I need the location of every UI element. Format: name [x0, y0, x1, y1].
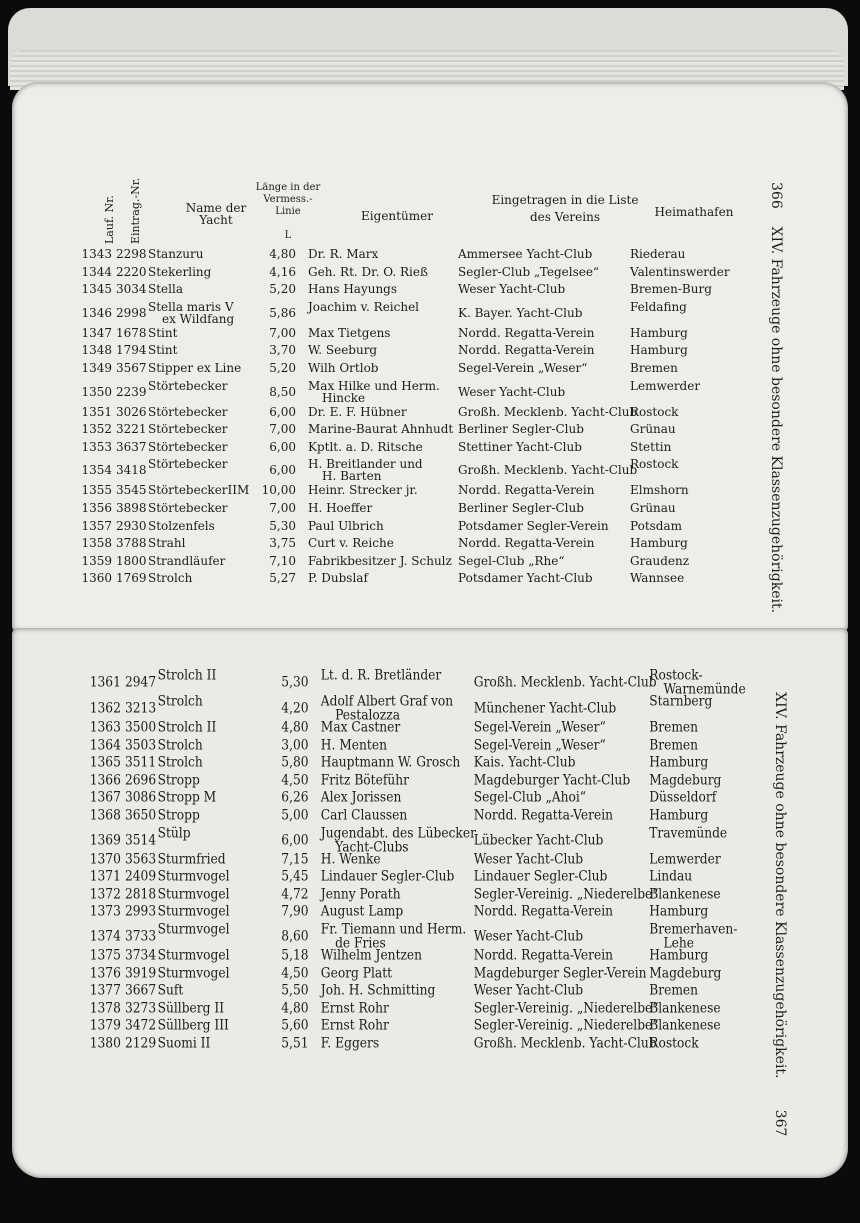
cell-heimathafen: Bremen — [649, 736, 699, 753]
cell-eintrag-nr: 3034 — [116, 282, 147, 297]
cell-laenge: 5,60 — [281, 1017, 309, 1034]
cell-verein: K. Bayer. Yacht-Club — [458, 305, 583, 320]
cell-verein: Segel-Club „Ahoi“ — [473, 789, 587, 806]
cell-lauf-nr: 1365 — [89, 754, 121, 771]
cell-verein: Münchener Yacht-Club — [473, 699, 617, 717]
cell-eintrag-nr: 3221 — [116, 422, 147, 437]
cell-name: Stropp — [157, 806, 200, 824]
cell-heimathafen: Lemwerder — [649, 850, 721, 867]
cell-name: Sturmvogel — [157, 868, 230, 885]
cell-eintrag-nr: 3511 — [124, 754, 157, 771]
header-heimathafen: Heimathafen — [654, 205, 734, 219]
cell-verein: Berliner Segler-Club — [458, 422, 584, 437]
cell-lauf-nr: 1356 — [81, 501, 112, 515]
cell-eigentuemer: H. Breitlander und — [308, 457, 423, 472]
cell-heimathafen: Riederau — [630, 247, 686, 261]
cell-verein: Großh. Mecklenb. Yacht-Club — [458, 404, 638, 419]
cell-name: Strolch — [157, 736, 203, 753]
cell-name-cont: ex Wildfang — [162, 311, 235, 326]
cell-laenge: 7,00 — [269, 325, 296, 340]
cell-laenge: 7,90 — [281, 903, 309, 920]
cell-heimathafen: Lemwerder — [630, 378, 701, 393]
cell-verein: Lübecker Yacht-Club — [473, 831, 604, 848]
cell-laenge: 8,60 — [281, 927, 309, 945]
cell-verein: Nordd. Regatta-Verein — [473, 903, 614, 920]
cell-laenge: 5,50 — [281, 982, 309, 999]
cell-lauf-nr: 1361 — [89, 673, 121, 691]
cell-name: Stint — [148, 325, 178, 340]
cell-eintrag-nr: 3788 — [116, 536, 147, 551]
cell-name: Sturmvogel — [157, 885, 230, 903]
cell-heimathafen: Bremen — [649, 982, 699, 999]
cell-eigentuemer-cont: Pestalozza — [335, 706, 400, 724]
cell-name: Störtebecker — [148, 457, 228, 472]
cell-lauf-nr: 1349 — [81, 361, 112, 375]
cell-eintrag-nr: 2998 — [116, 305, 147, 320]
cell-verein: Segel-Verein „Weser“ — [458, 361, 588, 375]
cell-laenge: 5,20 — [269, 361, 296, 375]
cell-laenge: 3,75 — [269, 536, 296, 551]
cell-eigentuemer: Alex Jorissen — [320, 789, 402, 806]
cell-verein: Nordd. Regatta-Verein — [458, 536, 595, 551]
cell-heimathafen: Hamburg — [630, 343, 688, 358]
cell-lauf-nr: 1345 — [81, 282, 112, 297]
header-eigentuemer: Eigentümer — [361, 209, 433, 223]
running-title-text-366: XIV. Fahrzeuge ohne besondere Klassenzugehörigkeit. — [768, 226, 784, 614]
cell-name: Strahl — [148, 536, 186, 551]
cell-heimathafen: Starnberg — [649, 692, 713, 710]
cell-laenge: 5,51 — [281, 1034, 309, 1052]
running-title-367 — [772, 692, 788, 1136]
cell-heimathafen: Stettin — [630, 439, 672, 454]
cell-eigentuemer: Hans Hayungs — [308, 282, 398, 297]
cell-eigentuemer: Joachim v. Reichel — [308, 299, 420, 314]
cell-verein: Lindauer Segler-Club — [473, 868, 608, 885]
cell-heimathafen: Bremerhaven- — [649, 920, 738, 938]
cell-heimathafen: Blankenese — [649, 885, 721, 903]
cell-verein: Segler-Vereinig. „Niederelbe“ — [473, 999, 659, 1017]
cell-laenge: 5,20 — [269, 282, 296, 297]
cell-name: Suft — [157, 982, 184, 999]
cell-eigentuemer: Lindauer Segler-Club — [320, 868, 455, 885]
cell-lauf-nr: 1376 — [89, 964, 121, 981]
cell-name: Störtebecker — [148, 404, 228, 419]
cell-laenge: 6,00 — [269, 439, 296, 454]
cell-heimathafen: Hamburg — [649, 806, 709, 824]
cell-verein: Weser Yacht-Club — [473, 850, 584, 867]
cell-eigentuemer: Max Tietgens — [308, 325, 391, 340]
cell-name: Störtebecker — [148, 439, 228, 454]
cell-eigentuemer: Max Hilke und Herm. — [308, 378, 440, 393]
cell-eigentuemer: Georg Platt — [320, 964, 393, 981]
cell-laenge: 4,80 — [281, 999, 309, 1017]
cell-eintrag-nr: 1800 — [116, 553, 147, 568]
cell-heimathafen: Bremen — [649, 718, 699, 736]
cell-lauf-nr: 1379 — [89, 1017, 121, 1034]
cell-lauf-nr: 1346 — [81, 305, 112, 320]
cell-eintrag-nr: 2993 — [124, 903, 157, 920]
cell-name: Strolch II — [157, 718, 217, 736]
cell-eigentuemer: Max Castner — [320, 718, 401, 736]
cell-eigentuemer-cont: Hincke — [322, 390, 366, 405]
cell-eintrag-nr: 3733 — [124, 927, 157, 945]
cell-lauf-nr: 1366 — [89, 771, 121, 789]
cell-lauf-nr: 1364 — [89, 736, 121, 753]
cell-laenge: 5,00 — [281, 806, 309, 824]
header-name: Name der Yacht — [185, 201, 247, 227]
cell-eintrag-nr: 3567 — [116, 361, 147, 375]
cell-eigentuemer: Joh. H. Schmitting — [320, 982, 436, 999]
cell-eintrag-nr: 2696 — [124, 771, 157, 789]
cell-eigentuemer: Ernst Rohr — [320, 1017, 389, 1034]
cell-lauf-nr: 1348 — [81, 343, 112, 358]
cell-verein: Nordd. Regatta-Verein — [473, 946, 614, 964]
cell-laenge: 4,50 — [281, 964, 309, 981]
cell-eigentuemer-cont: Yacht-Clubs — [335, 838, 409, 855]
cell-eigentuemer: Curt v. Reiche — [308, 536, 394, 551]
cell-name: Sturmvogel — [157, 946, 230, 964]
cell-eintrag-nr: 1769 — [116, 571, 147, 586]
cell-eintrag-nr: 2129 — [124, 1034, 157, 1052]
cell-verein: Segler-Vereinig. „Niederelbe“ — [473, 1017, 659, 1034]
cell-lauf-nr: 1362 — [89, 699, 121, 717]
cell-laenge: 4,16 — [269, 264, 296, 279]
cell-name: Sturmfried — [157, 850, 226, 867]
cell-lauf-nr: 1369 — [89, 831, 121, 848]
cell-eintrag-nr: 1794 — [116, 343, 147, 358]
cell-laenge: 4,20 — [281, 699, 309, 717]
cell-verein: Segler-Club „Tegelsee“ — [458, 264, 600, 279]
cell-laenge: 5,86 — [269, 305, 296, 320]
cell-eigentuemer: W. Seeburg — [308, 343, 378, 358]
cell-eintrag-nr: 3514 — [124, 831, 157, 848]
cell-heimathafen: Rostock — [649, 1034, 699, 1052]
cell-eigentuemer: F. Eggers — [320, 1034, 380, 1052]
cell-name: Störtebecker — [148, 501, 228, 515]
cell-laenge: 4,72 — [281, 885, 309, 903]
cell-verein: Magdeburger Segler-Verein — [473, 964, 647, 981]
cell-name: Stella — [148, 282, 183, 297]
cell-verein: Weser Yacht-Club — [473, 982, 584, 999]
cell-name: Stanzuru — [148, 247, 204, 261]
cell-eintrag-nr: 3026 — [116, 404, 147, 419]
cell-heimathafen: Graudenz — [630, 553, 690, 568]
cell-lauf-nr: 1358 — [81, 536, 112, 551]
page-number-367: 367 — [772, 1109, 788, 1137]
cell-laenge: 4,50 — [281, 771, 309, 789]
cell-heimathafen: Hamburg — [630, 536, 688, 551]
cell-eigentuemer: Fritz Böteführ — [320, 771, 409, 789]
cell-heimathafen: Wannsee — [630, 571, 685, 586]
cell-name: Strolch — [157, 692, 203, 710]
cell-name: Stint — [148, 343, 178, 358]
cell-verein: Nordd. Regatta-Verein — [458, 483, 595, 498]
cell-heimathafen: Rostock- — [649, 666, 703, 684]
cell-eintrag-nr: 3563 — [124, 850, 157, 867]
cell-laenge: 6,00 — [269, 404, 296, 419]
cell-lauf-nr: 1359 — [81, 553, 112, 568]
cell-verein: Segel-Club „Rhe“ — [458, 553, 565, 568]
cell-eigentuemer: Marine-Baurat Ahnhudt — [308, 422, 454, 437]
cell-heimathafen: Düsseldorf — [649, 789, 717, 806]
cell-lauf-nr: 1372 — [89, 885, 121, 903]
cell-laenge: 5,80 — [281, 754, 309, 771]
cell-heimathafen: Blankenese — [649, 1017, 721, 1034]
cell-verein: Weser Yacht-Club — [458, 282, 566, 297]
cell-lauf-nr: 1373 — [89, 903, 121, 920]
cell-heimathafen: Blankenese — [649, 999, 721, 1017]
cell-laenge: 7,00 — [269, 422, 296, 437]
cell-eigentuemer: Fabrikbesitzer J. Schulz — [308, 553, 452, 568]
cell-heimathafen: Feldafing — [630, 299, 687, 314]
cell-lauf-nr: 1374 — [89, 927, 121, 945]
cell-heimathafen: Magdeburg — [649, 964, 722, 981]
cell-eigentuemer: August Lamp — [320, 903, 404, 920]
cell-laenge: 3,70 — [269, 343, 296, 358]
cell-heimathafen-cont: Lehe — [663, 934, 695, 952]
cell-verein: Segel-Verein „Weser“ — [473, 718, 606, 736]
header-lauf-nr: Lauf. Nr. — [103, 195, 116, 244]
cell-verein: Segler-Vereinig. „Niederelbe“ — [473, 885, 659, 903]
cell-lauf-nr: 1375 — [89, 946, 121, 964]
header-laenge: Länge in der Vermess.-Linie — [255, 182, 321, 217]
cell-eigentuemer: P. Dubslaf — [308, 571, 368, 586]
cell-eigentuemer: Ernst Rohr — [320, 999, 389, 1017]
cell-eintrag-nr: 3667 — [124, 982, 157, 999]
cell-heimathafen: Bremen-Burg — [630, 282, 712, 297]
cell-eigentuemer: Paul Ulbrich — [308, 518, 384, 533]
cell-lauf-nr: 1357 — [81, 518, 112, 533]
cell-verein: Stettiner Yacht-Club — [458, 439, 582, 454]
cell-heimathafen: Hamburg — [649, 946, 709, 964]
running-title-366 — [768, 182, 784, 613]
cell-verein: Segel-Verein „Weser“ — [473, 736, 606, 753]
cell-eigentuemer: Geh. Rt. Dr. O. Rieß — [308, 264, 428, 279]
cell-verein: Großh. Mecklenb. Yacht-Club — [473, 1034, 657, 1052]
cell-heimathafen: Grünau — [630, 501, 676, 515]
cell-lauf-nr: 1363 — [89, 718, 121, 736]
cell-verein: Magdeburger Yacht-Club — [473, 771, 631, 789]
cell-eintrag-nr: 3919 — [124, 964, 157, 981]
running-title-text-367: XIV. Fahrzeuge ohne besondere Klassenzugehörigkeit. — [772, 692, 788, 1079]
cell-name: Sturmvogel — [157, 920, 230, 938]
cell-eigentuemer: H. Menten — [320, 736, 387, 753]
cell-heimathafen: Lindau — [649, 868, 693, 885]
cell-eigentuemer-cont: H. Barten — [322, 469, 382, 484]
cell-name: Suomi II — [157, 1034, 211, 1052]
cell-eigentuemer: Hauptmann W. Grosch — [320, 754, 461, 771]
page-number-366: 366 — [768, 182, 784, 209]
cell-eigentuemer: Jugendabt. des Lübecker — [320, 824, 476, 841]
cell-heimathafen-cont: Warnemünde — [663, 680, 746, 698]
cell-name: Strolch — [157, 754, 203, 771]
cell-eigentuemer: Fr. Tiemann und Herm. — [320, 920, 467, 938]
cell-eigentuemer: Dr. E. F. Hübner — [308, 404, 407, 419]
cell-eigentuemer: Heinr. Strecker jr. — [308, 483, 418, 498]
header-eingetragen: Eingetragen in die Liste des Vereins — [491, 193, 639, 224]
cell-eintrag-nr: 2220 — [116, 264, 147, 279]
cell-heimathafen: Grünau — [630, 422, 676, 437]
cell-eintrag-nr: 3637 — [116, 439, 147, 454]
cell-verein: Großh. Mecklenb. Yacht-Club — [473, 673, 657, 691]
cell-eigentuemer: H. Wenke — [320, 850, 381, 867]
cell-heimathafen: Hamburg — [649, 754, 709, 771]
cell-eintrag-nr: 3273 — [124, 999, 157, 1017]
cell-eigentuemer: Wilh Ortlob — [308, 361, 379, 375]
cell-verein: Weser Yacht-Club — [458, 384, 566, 399]
cell-name: Stipper ex Line — [148, 361, 242, 375]
cell-heimathafen: Magdeburg — [649, 771, 722, 789]
cell-lauf-nr: 1380 — [89, 1034, 121, 1052]
cell-laenge: 5,27 — [269, 571, 296, 586]
cell-lauf-nr: 1360 — [81, 571, 112, 586]
cell-lauf-nr: 1367 — [89, 789, 121, 806]
cell-laenge: 5,30 — [269, 518, 296, 533]
cell-eintrag-nr: 2239 — [116, 384, 147, 399]
cell-laenge: 5,45 — [281, 868, 309, 885]
cell-laenge: 6,26 — [281, 789, 309, 806]
cell-heimathafen: Hamburg — [649, 903, 709, 920]
cell-lauf-nr: 1354 — [81, 463, 112, 478]
cell-name: Süllberg II — [157, 999, 225, 1017]
cell-eintrag-nr: 3734 — [124, 946, 157, 964]
cell-eintrag-nr: 3898 — [116, 501, 147, 515]
cell-lauf-nr: 1347 — [81, 325, 112, 340]
cell-name: Stolzenfels — [148, 518, 215, 533]
cell-eintrag-nr: 2947 — [124, 673, 157, 691]
cell-eigentuemer: Lt. d. R. Bretländer — [320, 666, 442, 684]
header-laenge-unit: L — [284, 230, 292, 241]
cell-verein: Potsdamer Yacht-Club — [458, 571, 593, 586]
header-eintrag-nr: Eintrag.-Nr. — [129, 177, 142, 244]
cell-eigentuemer: Adolf Albert Graf von — [320, 692, 454, 710]
cell-laenge: 7,00 — [269, 501, 296, 515]
cell-name: Sturmvogel — [157, 964, 230, 981]
cell-laenge: 7,15 — [281, 850, 309, 867]
cell-lauf-nr: 1355 — [81, 483, 112, 498]
cell-laenge: 10,00 — [261, 483, 296, 498]
cell-eigentuemer: Jenny Porath — [320, 885, 401, 903]
cell-heimathafen: Potsdam — [630, 518, 683, 533]
cell-name: Stropp — [157, 771, 200, 789]
cell-lauf-nr: 1378 — [89, 999, 121, 1017]
cell-lauf-nr: 1377 — [89, 982, 121, 999]
cell-verein: Kais. Yacht-Club — [473, 754, 576, 771]
cell-laenge: 7,10 — [269, 553, 296, 568]
cell-name: Strolch II — [157, 666, 217, 684]
cell-eigentuemer: Dr. R. Marx — [308, 247, 379, 261]
cell-lauf-nr: 1351 — [81, 404, 112, 419]
cell-laenge: 8,50 — [269, 384, 296, 399]
cell-verein: Nordd. Regatta-Verein — [473, 806, 614, 824]
cell-eintrag-nr: 2818 — [124, 885, 157, 903]
cell-eintrag-nr: 3086 — [124, 789, 157, 806]
cell-name: Strandläufer — [148, 553, 226, 568]
cell-eintrag-nr: 3500 — [124, 718, 157, 736]
page-366 — [12, 82, 848, 632]
cell-heimathafen: Hamburg — [630, 325, 688, 340]
cell-heimathafen: Travemünde — [649, 824, 728, 841]
cell-laenge: 5,18 — [281, 946, 309, 964]
cell-eigentuemer: Carl Claussen — [320, 806, 408, 824]
cell-laenge: 6,00 — [281, 831, 309, 848]
cell-eintrag-nr: 1678 — [116, 325, 147, 340]
cell-heimathafen: Rostock — [630, 404, 679, 419]
cell-name: Stülp — [157, 824, 191, 841]
cell-heimathafen: Elmshorn — [630, 483, 689, 498]
cell-laenge: 6,00 — [269, 463, 296, 478]
cell-name: Strolch — [148, 571, 193, 586]
cell-name: StörtebeckerIIM — [148, 483, 250, 498]
cell-verein: Potsdamer Segler-Verein — [458, 518, 609, 533]
cell-eintrag-nr: 3545 — [116, 483, 147, 498]
cell-eigentuemer-cont: de Fries — [335, 934, 386, 952]
cell-name: Störtebecker — [148, 422, 228, 437]
cell-eintrag-nr: 2409 — [124, 868, 157, 885]
cell-heimathafen: Bremen — [630, 361, 678, 375]
cell-name: Stella maris V — [148, 299, 234, 314]
cell-eintrag-nr: 2930 — [116, 518, 147, 533]
cell-eintrag-nr: 3418 — [116, 463, 147, 478]
cell-eigentuemer: Kptlt. a. D. Ritsche — [308, 439, 423, 454]
cell-lauf-nr: 1353 — [81, 439, 112, 454]
cell-eintrag-nr: 3213 — [124, 699, 157, 717]
cell-eigentuemer: H. Hoeffer — [308, 501, 373, 515]
cell-name: Stropp M — [157, 789, 217, 806]
cell-name: Störtebecker — [148, 378, 228, 393]
cell-lauf-nr: 1350 — [81, 384, 112, 399]
cell-lauf-nr: 1371 — [89, 868, 121, 885]
cell-eintrag-nr: 2298 — [116, 247, 147, 261]
cell-lauf-nr: 1370 — [89, 850, 121, 867]
cell-lauf-nr: 1343 — [81, 247, 112, 261]
cell-lauf-nr: 1352 — [81, 422, 112, 437]
cell-verein: Weser Yacht-Club — [473, 927, 584, 945]
cell-eintrag-nr: 3472 — [124, 1017, 157, 1034]
cell-laenge: 5,30 — [281, 673, 309, 691]
cell-laenge: 3,00 — [281, 736, 309, 753]
cell-heimathafen: Valentinswerder — [630, 264, 730, 279]
cell-name: Stekerling — [148, 264, 212, 279]
cell-heimathafen: Rostock — [630, 457, 679, 472]
cell-laenge: 4,80 — [269, 247, 296, 261]
cell-eintrag-nr: 3650 — [124, 806, 157, 824]
cell-verein: Nordd. Regatta-Verein — [458, 325, 595, 340]
cell-verein: Großh. Mecklenb. Yacht-Club — [458, 463, 638, 478]
cell-lauf-nr: 1368 — [89, 806, 121, 824]
cell-eintrag-nr: 3503 — [124, 736, 157, 753]
cell-lauf-nr: 1344 — [81, 264, 112, 279]
page-367 — [12, 628, 848, 1178]
cell-name: Süllberg III — [157, 1017, 229, 1034]
cell-laenge: 4,80 — [281, 718, 309, 736]
cell-eigentuemer: Wilhelm Jentzen — [320, 946, 423, 964]
cell-verein: Ammersee Yacht-Club — [458, 247, 593, 261]
cell-verein: Nordd. Regatta-Verein — [458, 343, 595, 358]
cell-name: Sturmvogel — [157, 903, 230, 920]
cell-verein: Berliner Segler-Club — [458, 501, 584, 515]
